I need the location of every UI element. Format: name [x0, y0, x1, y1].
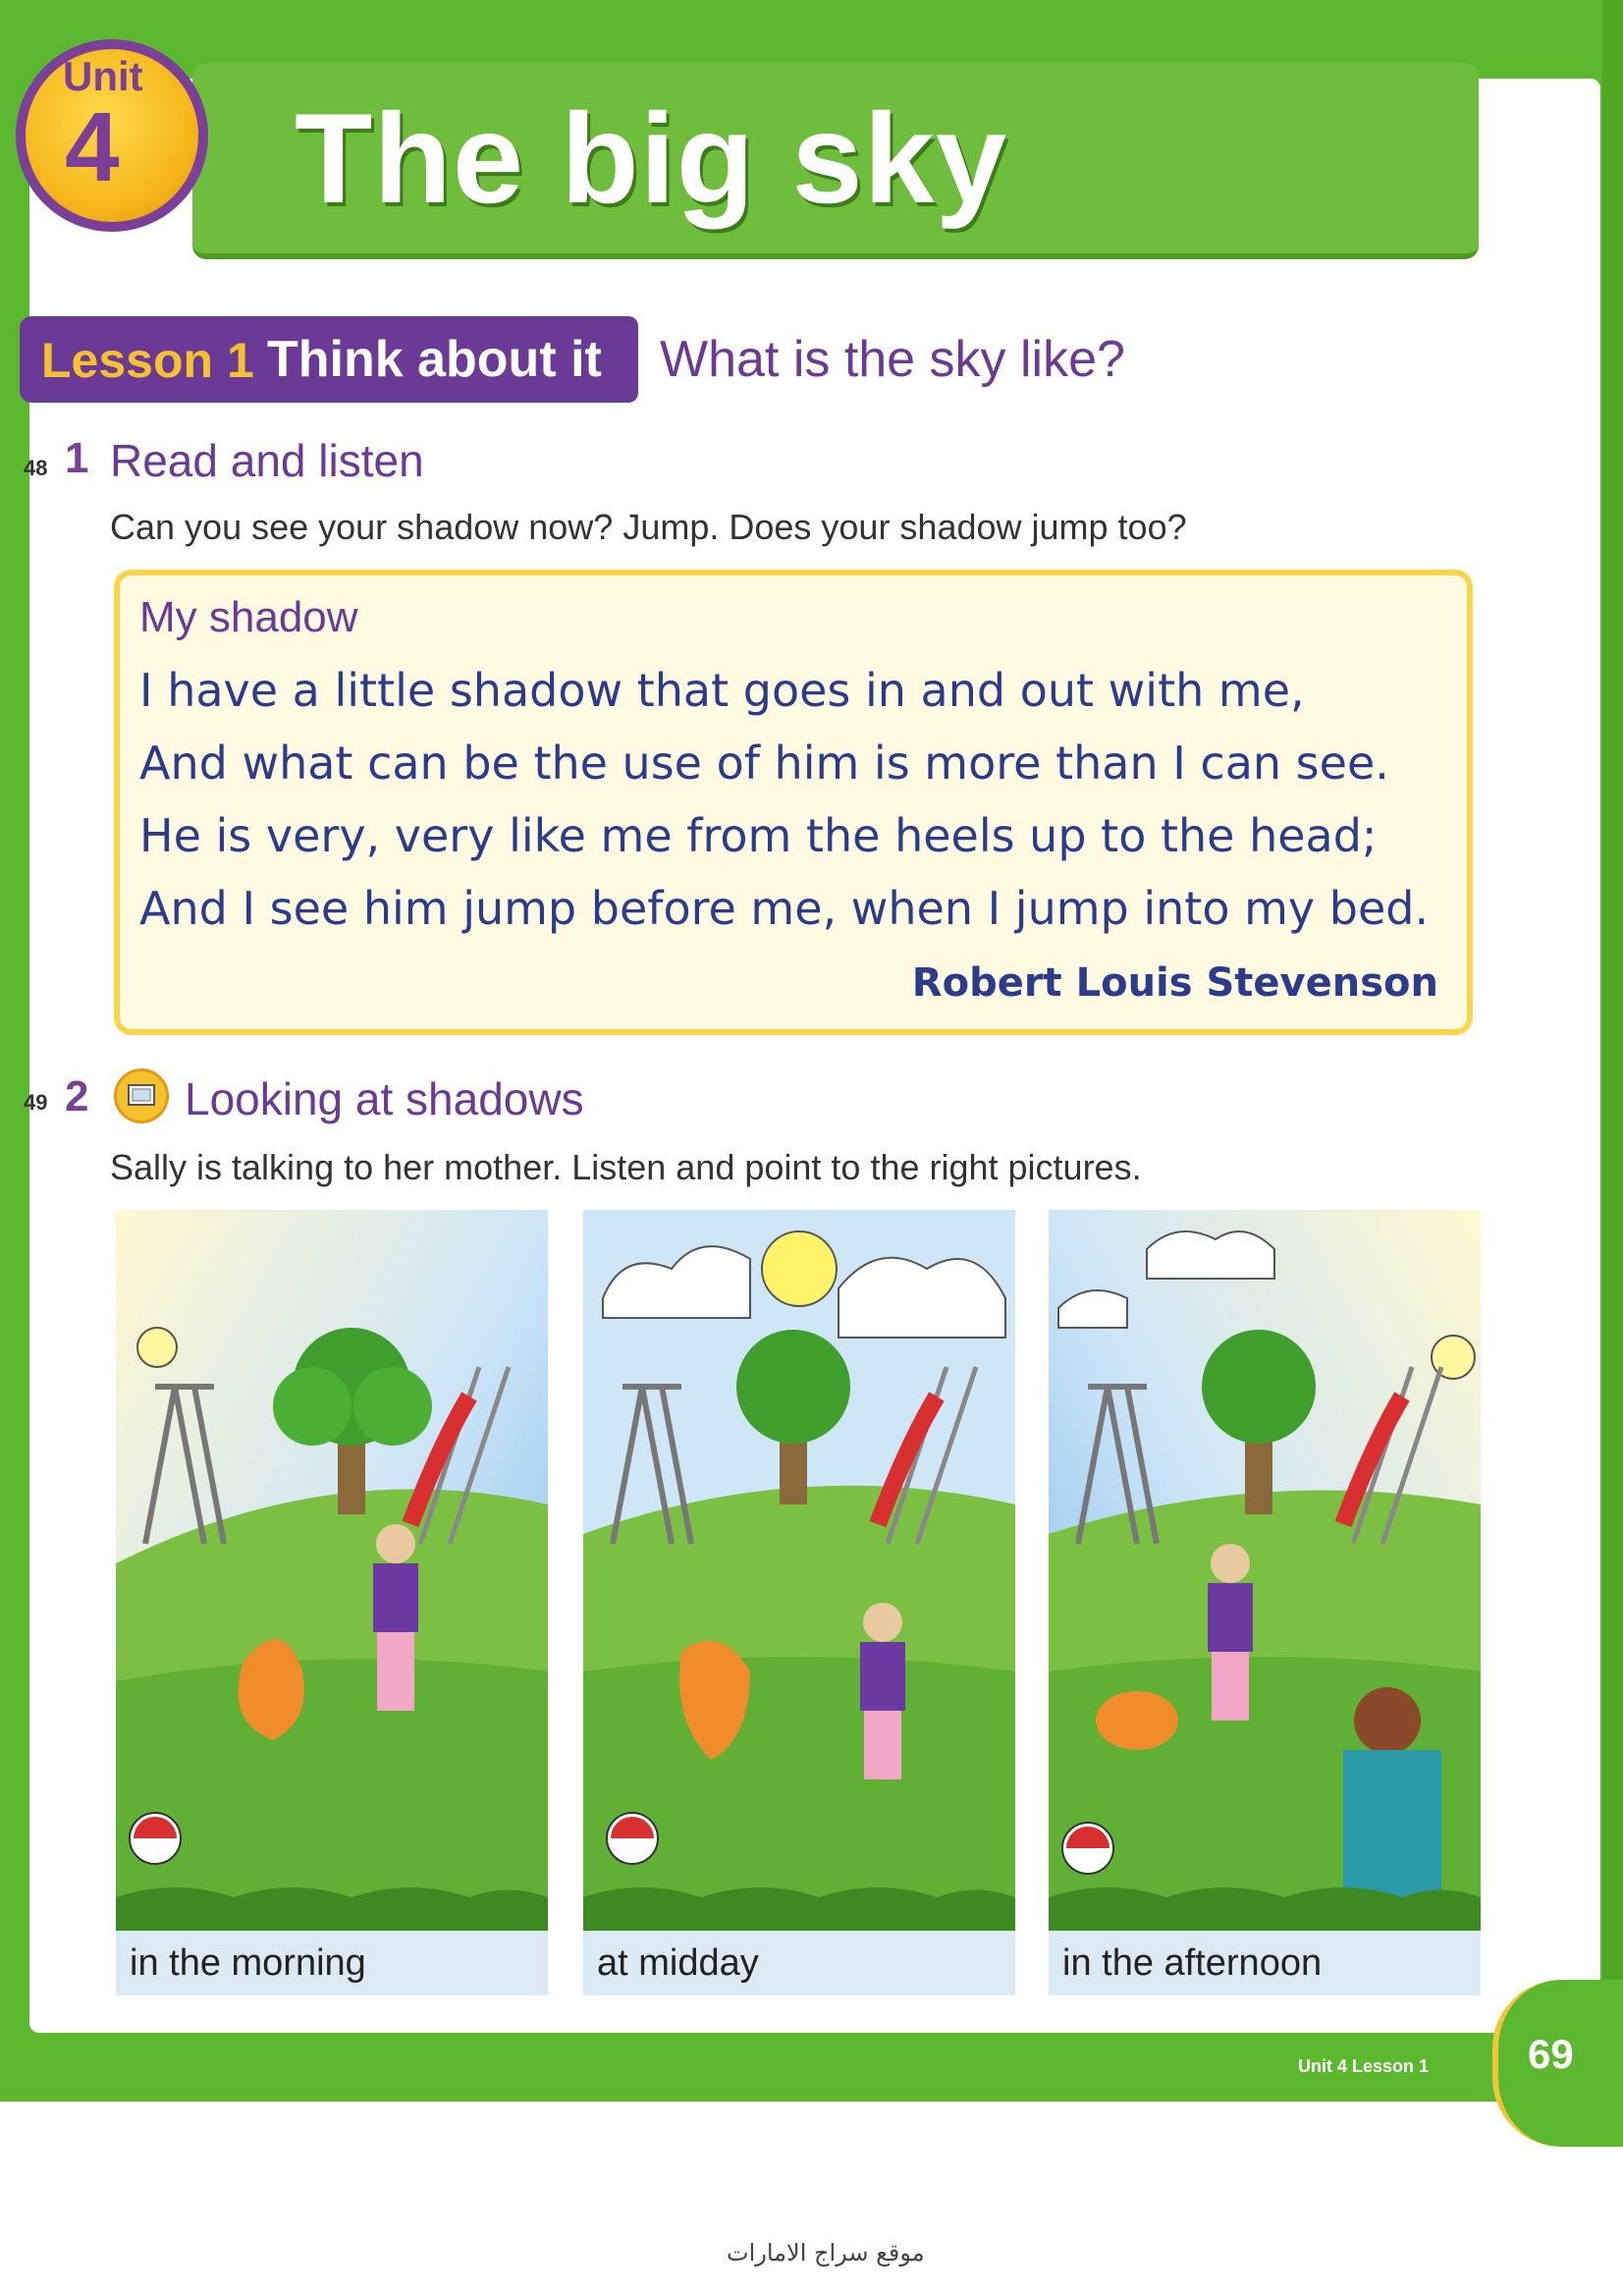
unit-number: 4 [65, 92, 120, 202]
lesson-question: What is the sky like? [660, 331, 1125, 388]
picture-midday [583, 1210, 1015, 1995]
audio-track-number: 49 [24, 1090, 48, 1115]
poem-line: And I see him jump before me, when I jump into my bed. [139, 882, 1430, 935]
poem-line: I have a little shadow that goes in and out with me, [139, 664, 1305, 717]
section-instruction: Can you see your shadow now? Jump. Does your shadow jump too? [110, 507, 1187, 547]
page-number: 69 [1528, 2031, 1574, 2077]
poem-author: Robert Louis Stevenson [911, 960, 1438, 1006]
lesson-title: Think about it [267, 331, 602, 388]
poem-line: He is very, very like me from the heels up to the head; [139, 809, 1378, 862]
picture-caption: in the morning [116, 1931, 548, 1995]
picture-caption: at midday [583, 1931, 1015, 1995]
section-title: Looking at shadows [185, 1073, 584, 1124]
section-title: Read and listen [110, 435, 424, 486]
picture-afternoon [1049, 1210, 1481, 1995]
unit-title: The big sky [295, 86, 1008, 230]
unit-label: Unit [63, 53, 143, 99]
site-credit: موقع سراج الامارات [727, 2239, 925, 2267]
section-number: 2 [65, 1072, 89, 1121]
picture-caption: in the afternoon [1049, 1931, 1481, 1995]
audio-track-number: 48 [24, 456, 48, 480]
picture-morning [116, 1210, 548, 1995]
poem-line: And what can be the use of him is more than I can see. [139, 737, 1389, 790]
page-edge [1602, 0, 1623, 2102]
video-icon [114, 1068, 169, 1123]
section-instruction: Sally is talking to her mother. Listen and point to the right pictures. [110, 1147, 1142, 1187]
section-number: 1 [65, 434, 89, 482]
lesson-number: Lesson 1 [41, 333, 254, 388]
footer-label: Unit 4 Lesson 1 [1298, 2056, 1430, 2076]
poem-title: My shadow [139, 593, 358, 641]
